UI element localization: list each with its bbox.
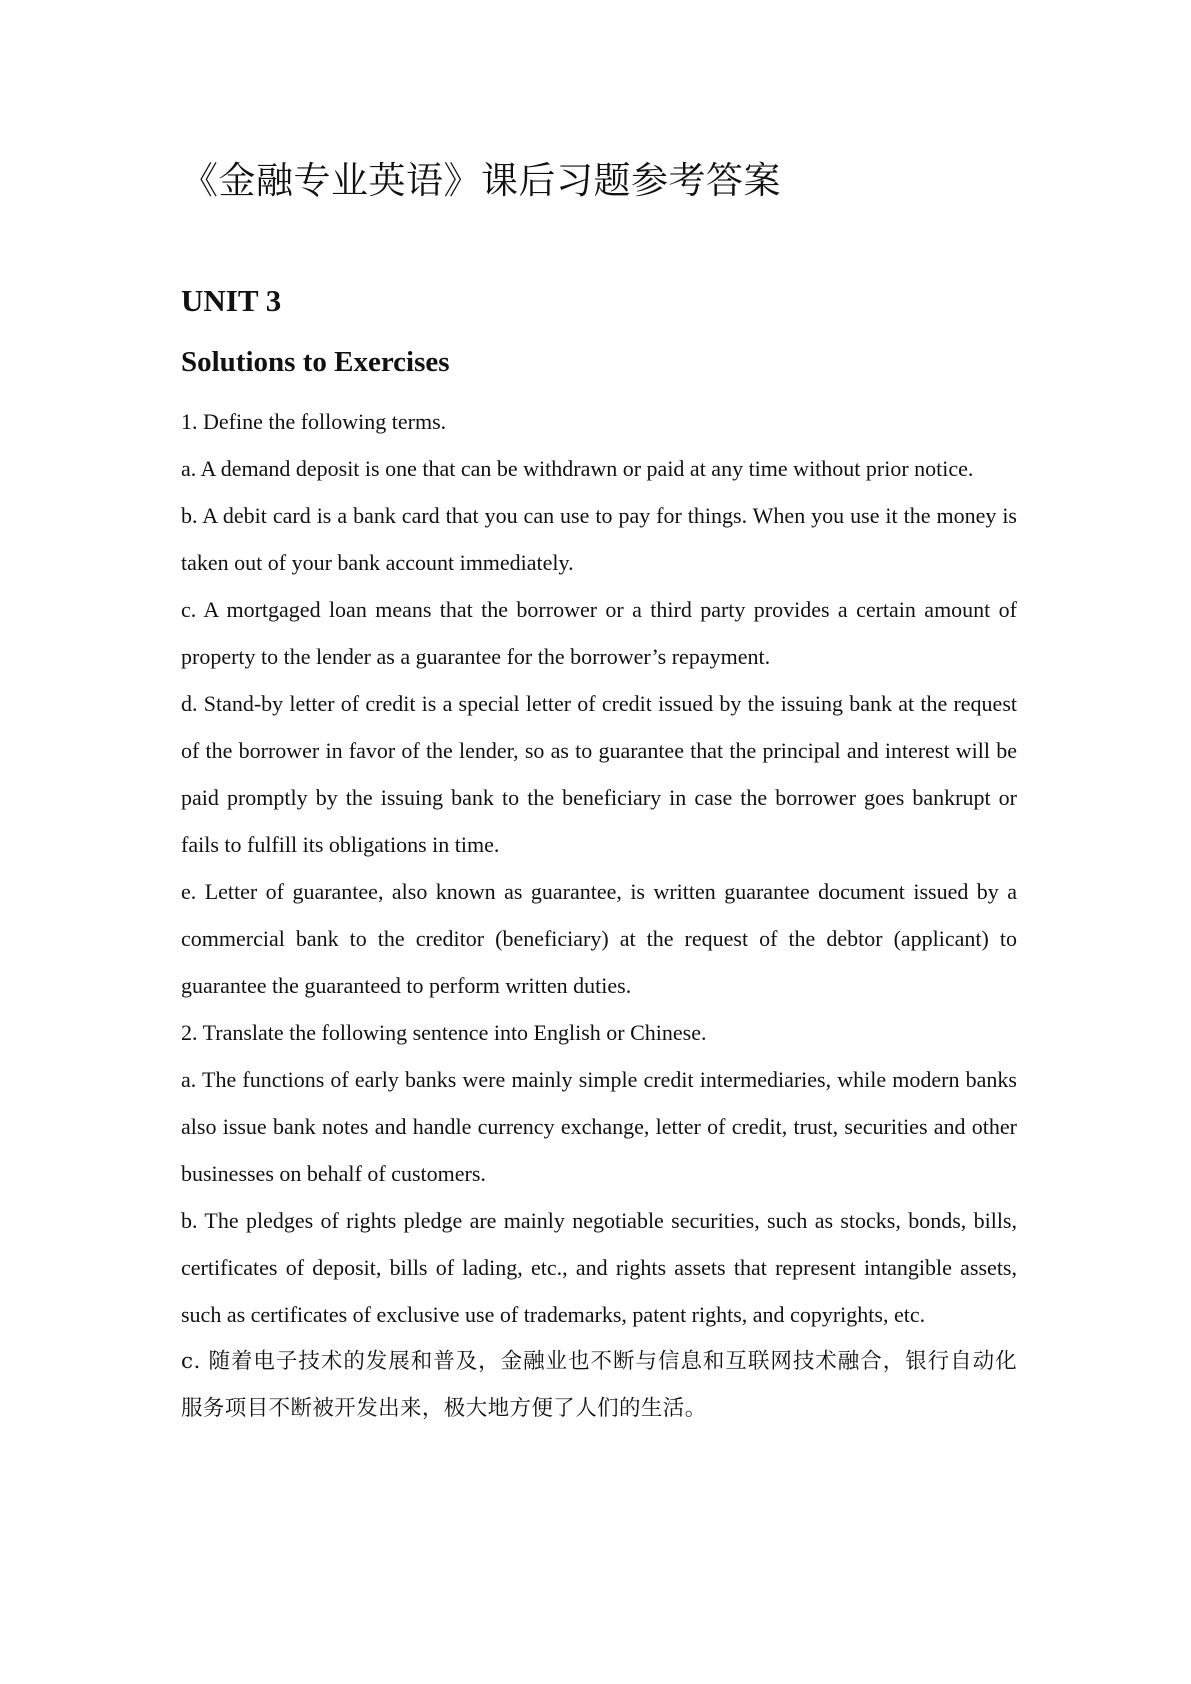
exercise-1-item-d: d. Stand-by letter of credit is a special letter of credit issued by the issuing bank at the request of the borrower in favor of the lender, so as to guarantee that the principal and interest will be paid promptly by the issuing bank to the beneficiary in case the borrower goes bankrupt or fails to fulfill its obligations in time. bbox=[181, 691, 1017, 857]
unit-heading: UNIT 3 bbox=[181, 283, 282, 318]
document-title: 《金融专业英语》课后习题参考答案 bbox=[181, 159, 781, 202]
exercise-2-prompt: 2. Translate the following sentence into English or Chinese. bbox=[181, 1020, 707, 1045]
exercise-1-item-b: b. A debit card is a bank card that you can use to pay for things. When you use it the money is taken out of your bank account immediately. bbox=[181, 503, 1017, 575]
exercise-1-item-a: a. A demand deposit is one that can be withdrawn or paid at any time without prior notice. bbox=[181, 456, 974, 481]
answers-body bbox=[181, 398, 1017, 1432]
section-heading: Solutions to Exercises bbox=[181, 346, 450, 378]
exercise-1-item-e: e. Letter of guarantee, also known as guarantee, is written guarantee document issued by a commercial bank to the creditor (beneficiary) at the request of the debtor (applicant) to guarantee the guaranteed to perform written duties. bbox=[181, 879, 1017, 998]
exercise-1-prompt: 1. Define the following terms. bbox=[181, 409, 447, 434]
exercise-2-item-c: c. 随着电子技术的发展和普及，金融业也不断与信息和互联网技术融合，银行自动化服务项目不断被开发出来，极大地方便了人们的生活。 bbox=[181, 1349, 1017, 1421]
exercise-2-item-a: a. The functions of early banks were mainly simple credit intermediaries, while modern banks also issue bank notes and handle currency exchange, letter of credit, trust, securities and other businesses on behalf of customers. bbox=[181, 1067, 1017, 1186]
exercise-2-item-b: b. The pledges of rights pledge are mainly negotiable securities, such as stocks, bonds, bills, certificates of deposit, bills of lading, etc., and rights assets that represent intangible assets, such as certificates of exclusive use of trademarks, patent rights, and copyrights, etc. bbox=[181, 1208, 1017, 1327]
exercise-1-item-c: c. A mortgaged loan means that the borrower or a third party provides a certain amount of property to the lender as a guarantee for the borrower’s repayment. bbox=[181, 597, 1017, 669]
